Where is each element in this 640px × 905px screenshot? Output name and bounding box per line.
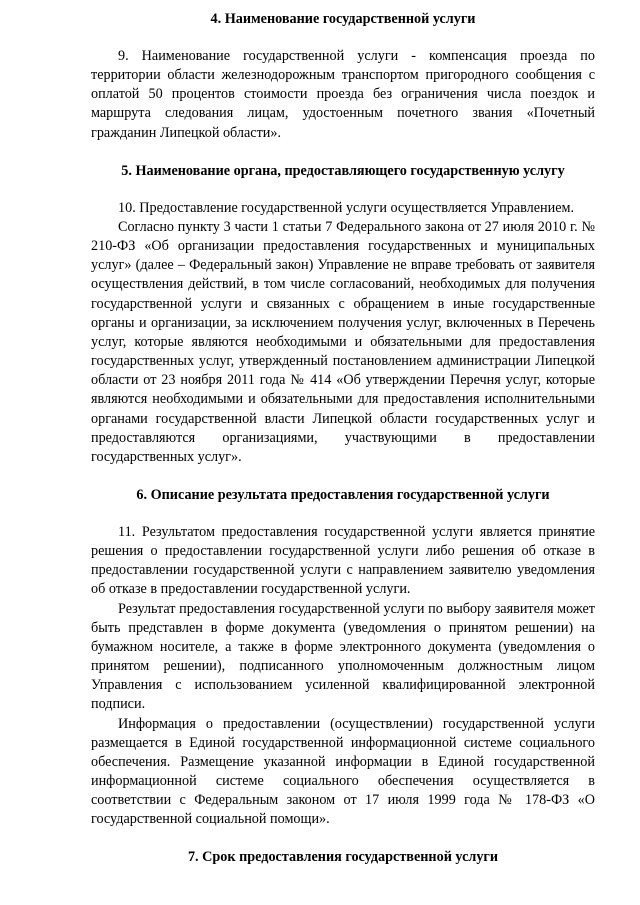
section-7-heading: 7. Срок предоставления государственной услуги [187,849,499,866]
paragraph-9: 9. Наименование государственной услуги - компенсация проезда по территории области железнодорожным транспортом пригородного сообщения с оплатой 50 процентов стоимости проезда без ограничения числа поездок и маршрута следования лицам, удостоенным почетного звания «Почетный гражданин Липецкой области». [91,48,595,141]
section-5-heading: 5. Наименование органа, предоставляющего государственную услугу [121,162,565,179]
paragraph-11-result-form: Результат предоставления государственной услуги по выбору заявителя может быть представлен в форме документа (уведомления о принятом решении) на бумажном носителе, а также в форме электронного документа (уведомления о принятом решении), подписанного уполномоченным должностным лицом Управления с использованием усиленной квалифицированной электронной подписи. [91,600,595,713]
section-4-heading: 4. Наименование государственной услуги [210,11,476,27]
paragraph-11: 11. Результатом предоставления государственной услуги является принятие решения о предоставлении государственной услуги либо решения об отказе в предоставлении государственной услуги с направлением заявителю уведомления об отказе в предоставлении государственной услуги. [91,523,595,598]
document-page [91,10,595,867]
paragraph-10-continuation: Согласно пункту 3 части 1 статьи 7 Федерального закона от 27 июля 2010 г. № 210-ФЗ «Об организации предоставления государственных и муниципальных услуг» (далее – Федеральный закон) Управление не вправе требовать от заявителя осуществления действий, в том числе согласований, необходимых для получения государственной услуги и связанных с обращением в иные государственные органы и организации, за исключением получения услуг, включенных в Перечень услуг, которые являются необходимыми и обязательными для предоставления государственных услуг, утвержденный постановлением администрации Липецкой области от 23 ноября 2011 года № 414 «Об утверждении Перечня услуг, которые являются необходимыми и обязательными для предоставления исполнительными органами государственной власти Липецкой области государственных услуг и предоставляются организациями, участвующими в предоставлении государственных услуг». [91,218,595,465]
paragraph-11-information: Информация о предоставлении (осуществлении) государственной услуги размещается в Единой государственной информационной системе социального обеспечения. Размещение указанной информации в Единой государственной информационной системе социального обеспечения осуществляется в соответствии с Федеральным законом от 17 июля 1999 года № 178-ФЗ «О государственной социальной помощи». [91,715,595,828]
paragraph-10: 10. Предоставление государственной услуги осуществляется Управлением. [118,199,575,216]
section-6-heading: 6. Описание результата предоставления государственной услуги [136,486,550,503]
